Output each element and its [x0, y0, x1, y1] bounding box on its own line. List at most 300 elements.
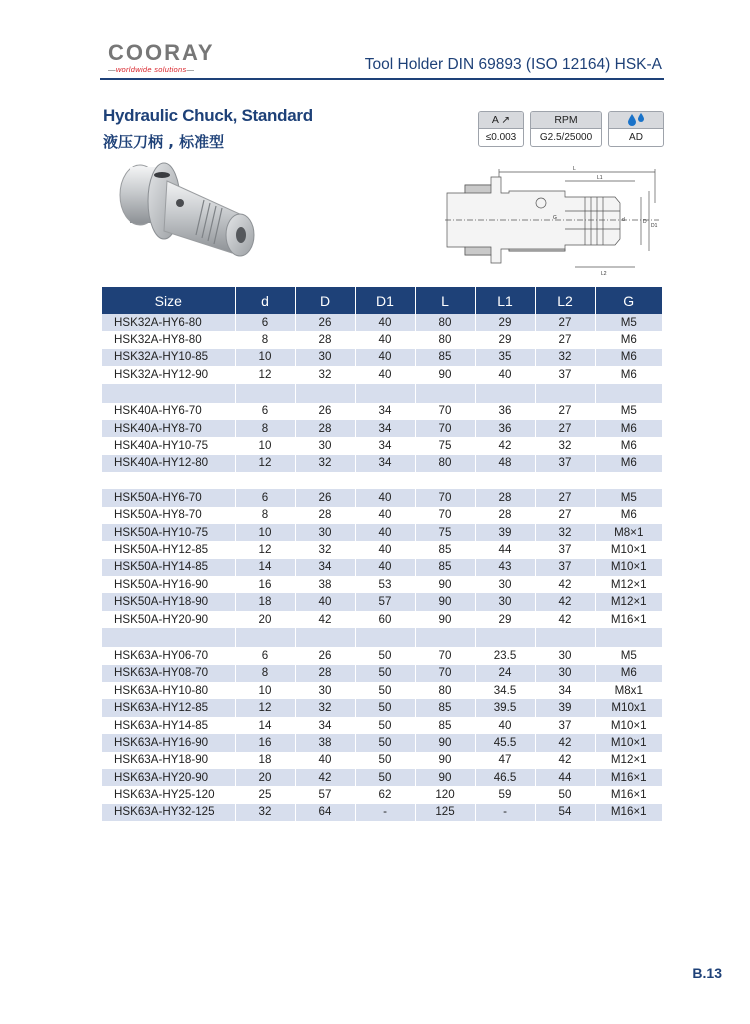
column-header-L1: L1 [475, 287, 535, 314]
table-cell-g: M6 [595, 437, 662, 454]
table-cell-d: 32 [295, 699, 355, 716]
table-cell-l: 80 [415, 455, 475, 472]
table-cell-l: 85 [415, 699, 475, 716]
table-cell-l2: 27 [535, 314, 595, 331]
table-cell-d: 16 [235, 576, 295, 593]
table-cell-d: 40 [295, 593, 355, 610]
table-cell-l: 85 [415, 541, 475, 558]
logo-tagline-text: worldwide solutions [115, 65, 187, 74]
table-cell-g: M10x1 [595, 699, 662, 716]
table-cell-d: 12 [235, 541, 295, 558]
table-cell-d: 38 [295, 734, 355, 751]
table-cell-size: HSK50A-HY16-90 [102, 576, 235, 593]
table-cell-g: M8×1 [595, 524, 662, 541]
spacer-cell [355, 472, 415, 489]
table-cell-l1: 45.5 [475, 734, 535, 751]
runout-badge-value: ≤0.003 [485, 132, 517, 143]
table-cell-d: 28 [295, 507, 355, 524]
table-row [102, 507, 662, 524]
table-cell-d: 32 [295, 455, 355, 472]
table-cell-l1: 40 [475, 717, 535, 734]
table-row [102, 437, 662, 454]
table-cell-d1: 40 [355, 541, 415, 558]
table-row [102, 524, 662, 541]
table-cell-l2: 32 [535, 524, 595, 541]
table-cell-d: 8 [235, 507, 295, 524]
table-cell-l: 90 [415, 366, 475, 383]
table-cell-l2: 50 [535, 786, 595, 803]
table-cell-d: 40 [295, 752, 355, 769]
table-cell-size: HSK50A-HY8-70 [102, 507, 235, 524]
table-cell-size: HSK40A-HY8-70 [102, 420, 235, 437]
table-cell-l1: 43 [475, 559, 535, 576]
table-cell-d: 8 [235, 331, 295, 348]
spacer-cell [475, 472, 535, 489]
table-cell-d: 20 [235, 611, 295, 628]
table-cell-d1: 40 [355, 559, 415, 576]
spacer-cell [235, 472, 295, 489]
coolant-badge-value: AD [629, 132, 643, 143]
product-title-chinese: 液压刀柄 , 标准型 [103, 133, 225, 151]
column-header-L: L [415, 287, 475, 314]
table-cell-l1: 28 [475, 489, 535, 506]
table-cell-d: 12 [235, 455, 295, 472]
table-cell-size: HSK50A-HY12-85 [102, 541, 235, 558]
column-header-D: D [295, 287, 355, 314]
table-cell-d: 28 [295, 420, 355, 437]
drawing-label-d: d [622, 217, 625, 223]
table-spacer-row [102, 628, 662, 647]
table-cell-l1: 42 [475, 437, 535, 454]
table-cell-size: HSK40A-HY12-80 [102, 455, 235, 472]
table-cell-g: M6 [595, 455, 662, 472]
spacer-cell [415, 628, 475, 647]
table-cell-l: 90 [415, 593, 475, 610]
table-cell-d1: 34 [355, 437, 415, 454]
table-cell-d: 34 [295, 559, 355, 576]
table-row [102, 349, 662, 366]
coolant-badge [608, 111, 664, 147]
table-cell-d: 8 [235, 665, 295, 682]
table-cell-g: M6 [595, 420, 662, 437]
table-row [102, 699, 662, 716]
table-row [102, 576, 662, 593]
drawing-label-L: L [573, 166, 576, 172]
logo-tagline: —worldwide solutions— [108, 65, 195, 74]
table-cell-d: 32 [295, 366, 355, 383]
table-cell-d1: 57 [355, 593, 415, 610]
table-cell-d: 6 [235, 314, 295, 331]
table-row [102, 541, 662, 558]
runout-badge [478, 111, 524, 147]
table-cell-size: HSK40A-HY10-75 [102, 437, 235, 454]
spacer-cell [355, 384, 415, 403]
table-cell-d: 34 [295, 717, 355, 734]
table-cell-d: 20 [235, 769, 295, 786]
table-cell-l1: 40 [475, 366, 535, 383]
table-cell-g: M10×1 [595, 734, 662, 751]
table-cell-d1: 60 [355, 611, 415, 628]
table-cell-d: 30 [295, 524, 355, 541]
table-cell-d: 42 [295, 611, 355, 628]
table-cell-l: 80 [415, 314, 475, 331]
table-cell-g: M5 [595, 314, 662, 331]
table-cell-g: M16×1 [595, 786, 662, 803]
table-cell-d1: 40 [355, 507, 415, 524]
table-cell-d1: 50 [355, 717, 415, 734]
runout-badge-label: A ↗ [479, 112, 523, 129]
drawing-label-G: G [553, 215, 557, 221]
table-cell-l1: 36 [475, 403, 535, 420]
table-cell-size: HSK32A-HY8-80 [102, 331, 235, 348]
spec-table-body [102, 314, 662, 821]
table-cell-l2: 37 [535, 717, 595, 734]
spacer-cell [235, 384, 295, 403]
table-cell-d1: 40 [355, 366, 415, 383]
table-cell-d: 64 [295, 804, 355, 821]
table-cell-d1: 40 [355, 331, 415, 348]
table-cell-l2: 27 [535, 420, 595, 437]
table-cell-l2: 34 [535, 682, 595, 699]
table-cell-size: HSK50A-HY20-90 [102, 611, 235, 628]
table-cell-d: 32 [235, 804, 295, 821]
table-cell-g: M10×1 [595, 559, 662, 576]
table-cell-d: 42 [295, 769, 355, 786]
table-cell-l2: 42 [535, 734, 595, 751]
table-header-row [102, 287, 662, 314]
table-spacer-row [102, 384, 662, 403]
table-cell-l: 75 [415, 524, 475, 541]
table-cell-l: 80 [415, 682, 475, 699]
table-cell-l1: 29 [475, 611, 535, 628]
table-cell-l: 120 [415, 786, 475, 803]
table-cell-l1: 24 [475, 665, 535, 682]
table-row [102, 611, 662, 628]
spacer-cell [415, 384, 475, 403]
table-cell-d: 6 [235, 489, 295, 506]
table-cell-d: 30 [295, 682, 355, 699]
table-cell-l2: 37 [535, 541, 595, 558]
table-cell-g: M6 [595, 507, 662, 524]
table-cell-l: 90 [415, 611, 475, 628]
table-row [102, 786, 662, 803]
logo-wordmark [108, 42, 218, 64]
spacer-cell [595, 384, 662, 403]
table-cell-g: M16×1 [595, 804, 662, 821]
table-cell-l2: 27 [535, 507, 595, 524]
table-cell-g: M12×1 [595, 593, 662, 610]
table-cell-d: 18 [235, 593, 295, 610]
rpm-badge-value: G2.5/25000 [539, 132, 593, 143]
drawing-label-L1: L1 [597, 175, 603, 181]
table-row [102, 455, 662, 472]
page-number: B.13 [692, 965, 722, 981]
table-cell-l: 70 [415, 665, 475, 682]
column-header-D1: D1 [355, 287, 415, 314]
table-cell-l: 90 [415, 752, 475, 769]
column-header-d: d [235, 287, 295, 314]
table-cell-d1: 34 [355, 403, 415, 420]
table-cell-d: 10 [235, 437, 295, 454]
table-cell-d1: 50 [355, 699, 415, 716]
spacer-cell [102, 628, 235, 647]
spacer-cell [415, 472, 475, 489]
table-cell-d: 8 [235, 420, 295, 437]
spacer-cell [355, 628, 415, 647]
table-row [102, 665, 662, 682]
table-cell-size: HSK32A-HY10-85 [102, 349, 235, 366]
spacer-cell [295, 384, 355, 403]
table-cell-size: HSK63A-HY08-70 [102, 665, 235, 682]
table-cell-l2: 39 [535, 699, 595, 716]
spacer-cell [475, 384, 535, 403]
table-cell-size: HSK63A-HY12-85 [102, 699, 235, 716]
table-row [102, 717, 662, 734]
table-cell-d: 28 [295, 331, 355, 348]
table-cell-size: HSK50A-HY6-70 [102, 489, 235, 506]
table-cell-l2: 27 [535, 331, 595, 348]
spacer-cell [102, 472, 235, 489]
table-cell-d1: 50 [355, 647, 415, 664]
spacer-cell [535, 472, 595, 489]
table-cell-d: 12 [235, 366, 295, 383]
table-cell-g: M12×1 [595, 576, 662, 593]
table-cell-l: 90 [415, 769, 475, 786]
table-cell-l1: 29 [475, 314, 535, 331]
table-cell-l: 70 [415, 420, 475, 437]
table-cell-d1: 34 [355, 420, 415, 437]
table-cell-d: 10 [235, 682, 295, 699]
table-cell-d: 30 [295, 349, 355, 366]
table-row [102, 366, 662, 383]
table-cell-l1: 47 [475, 752, 535, 769]
table-cell-l2: 32 [535, 349, 595, 366]
table-cell-l2: 37 [535, 559, 595, 576]
table-cell-d1: 50 [355, 682, 415, 699]
table-cell-l1: 30 [475, 576, 535, 593]
table-row [102, 804, 662, 821]
table-cell-l2: 27 [535, 489, 595, 506]
spacer-cell [475, 628, 535, 647]
table-cell-d1: 50 [355, 734, 415, 751]
drawing-label-D1: D1 [651, 223, 658, 229]
table-cell-l2: 32 [535, 437, 595, 454]
table-cell-d: 30 [295, 437, 355, 454]
table-cell-l: 70 [415, 489, 475, 506]
column-header-G: G [595, 287, 662, 314]
table-cell-l: 70 [415, 647, 475, 664]
table-cell-g: M6 [595, 366, 662, 383]
table-cell-l2: 37 [535, 366, 595, 383]
table-cell-size: HSK63A-HY14-85 [102, 717, 235, 734]
table-cell-l2: 42 [535, 576, 595, 593]
table-cell-d: 28 [295, 665, 355, 682]
table-cell-g: M5 [595, 489, 662, 506]
spacer-cell [295, 472, 355, 489]
table-cell-g: M6 [595, 665, 662, 682]
table-cell-l2: 42 [535, 593, 595, 610]
table-cell-size: HSK63A-HY16-90 [102, 734, 235, 751]
table-row [102, 559, 662, 576]
table-cell-g: M5 [595, 647, 662, 664]
table-cell-l: 90 [415, 734, 475, 751]
table-cell-size: HSK63A-HY18-90 [102, 752, 235, 769]
table-cell-d1: 40 [355, 524, 415, 541]
rpm-badge [530, 111, 602, 147]
table-cell-d1: 50 [355, 665, 415, 682]
table-cell-l: 90 [415, 576, 475, 593]
header-divider [100, 78, 664, 80]
table-cell-l2: 54 [535, 804, 595, 821]
drawing-label-D: D [643, 219, 647, 225]
table-cell-d1: 40 [355, 314, 415, 331]
spacer-cell [535, 628, 595, 647]
table-cell-d: 38 [295, 576, 355, 593]
table-cell-l1: 28 [475, 507, 535, 524]
table-cell-l: 85 [415, 717, 475, 734]
technical-drawing [445, 163, 660, 278]
table-cell-l1: 59 [475, 786, 535, 803]
column-header-L2: L2 [535, 287, 595, 314]
table-cell-l1: 29 [475, 331, 535, 348]
coolant-drops-icon [609, 112, 663, 129]
table-cell-l1: 30 [475, 593, 535, 610]
table-row [102, 403, 662, 420]
hydraulic-chuck-photo [112, 153, 272, 273]
table-row [102, 489, 662, 506]
table-cell-g: M12×1 [595, 752, 662, 769]
drawing-label-L2: L2 [601, 271, 607, 277]
table-cell-d: 10 [235, 524, 295, 541]
table-cell-d: 12 [235, 699, 295, 716]
table-cell-l: 80 [415, 331, 475, 348]
spec-table [102, 287, 662, 821]
table-cell-d: 32 [295, 541, 355, 558]
logo-text: COORAY [108, 40, 215, 65]
table-row [102, 420, 662, 437]
table-cell-g: M5 [595, 403, 662, 420]
table-cell-l1: - [475, 804, 535, 821]
table-cell-size: HSK32A-HY6-80 [102, 314, 235, 331]
table-cell-g: M16×1 [595, 611, 662, 628]
table-row [102, 752, 662, 769]
table-cell-l2: 30 [535, 665, 595, 682]
table-cell-g: M8x1 [595, 682, 662, 699]
table-cell-size: HSK50A-HY14-85 [102, 559, 235, 576]
rpm-badge-label: RPM [531, 112, 601, 129]
table-cell-size: HSK63A-HY06-70 [102, 647, 235, 664]
table-cell-d: 10 [235, 349, 295, 366]
table-cell-l1: 39 [475, 524, 535, 541]
product-title: Hydraulic Chuck, Standard [103, 106, 313, 125]
table-cell-d1: 34 [355, 455, 415, 472]
document-title: Tool Holder DIN 69893 (ISO 12164) HSK-A [364, 56, 662, 73]
table-cell-g: M10×1 [595, 541, 662, 558]
table-cell-d1: 50 [355, 769, 415, 786]
table-row [102, 769, 662, 786]
table-cell-l2: 30 [535, 647, 595, 664]
column-header-size: Size [102, 287, 235, 314]
table-cell-g: M6 [595, 349, 662, 366]
table-row [102, 331, 662, 348]
table-cell-l2: 42 [535, 752, 595, 769]
table-cell-d: 26 [295, 314, 355, 331]
table-cell-d1: 50 [355, 752, 415, 769]
table-row [102, 593, 662, 610]
table-cell-l: 70 [415, 403, 475, 420]
table-cell-d: 18 [235, 752, 295, 769]
company-logo [108, 42, 218, 76]
table-cell-l1: 23.5 [475, 647, 535, 664]
table-cell-g: M16×1 [595, 769, 662, 786]
table-cell-l2: 37 [535, 455, 595, 472]
table-cell-d: 6 [235, 403, 295, 420]
spacer-cell [595, 628, 662, 647]
table-cell-d: 25 [235, 786, 295, 803]
table-cell-l2: 42 [535, 611, 595, 628]
table-cell-g: M10×1 [595, 717, 662, 734]
table-cell-d: 26 [295, 647, 355, 664]
table-cell-l1: 35 [475, 349, 535, 366]
table-cell-d: 57 [295, 786, 355, 803]
spacer-cell [295, 628, 355, 647]
table-cell-l1: 44 [475, 541, 535, 558]
table-cell-d: 14 [235, 559, 295, 576]
table-cell-l: 70 [415, 507, 475, 524]
table-cell-size: HSK50A-HY10-75 [102, 524, 235, 541]
table-cell-d: 26 [295, 403, 355, 420]
table-row [102, 647, 662, 664]
table-cell-d1: 53 [355, 576, 415, 593]
table-cell-d1: 62 [355, 786, 415, 803]
table-cell-d1: 40 [355, 349, 415, 366]
table-cell-size: HSK63A-HY10-80 [102, 682, 235, 699]
table-row [102, 734, 662, 751]
table-cell-l1: 36 [475, 420, 535, 437]
table-cell-d1: - [355, 804, 415, 821]
table-cell-d: 6 [235, 647, 295, 664]
table-cell-l: 85 [415, 559, 475, 576]
table-cell-l2: 44 [535, 769, 595, 786]
spacer-cell [235, 628, 295, 647]
table-cell-g: M6 [595, 331, 662, 348]
table-cell-l1: 34.5 [475, 682, 535, 699]
table-cell-l1: 46.5 [475, 769, 535, 786]
table-cell-size: HSK50A-HY18-90 [102, 593, 235, 610]
table-cell-l: 125 [415, 804, 475, 821]
table-cell-l: 75 [415, 437, 475, 454]
table-cell-size: HSK40A-HY6-70 [102, 403, 235, 420]
table-cell-d: 14 [235, 717, 295, 734]
table-cell-d1: 40 [355, 489, 415, 506]
table-cell-l1: 39.5 [475, 699, 535, 716]
table-cell-l: 85 [415, 349, 475, 366]
spacer-cell [595, 472, 662, 489]
table-cell-size: HSK63A-HY20-90 [102, 769, 235, 786]
table-cell-l2: 27 [535, 403, 595, 420]
spacer-cell [535, 384, 595, 403]
table-spacer-row [102, 472, 662, 489]
table-cell-size: HSK63A-HY25-120 [102, 786, 235, 803]
table-row [102, 682, 662, 699]
table-cell-d: 16 [235, 734, 295, 751]
table-cell-l1: 48 [475, 455, 535, 472]
table-cell-size: HSK63A-HY32-125 [102, 804, 235, 821]
table-row [102, 314, 662, 331]
table-cell-d: 26 [295, 489, 355, 506]
spacer-cell [102, 384, 235, 403]
table-cell-size: HSK32A-HY12-90 [102, 366, 235, 383]
